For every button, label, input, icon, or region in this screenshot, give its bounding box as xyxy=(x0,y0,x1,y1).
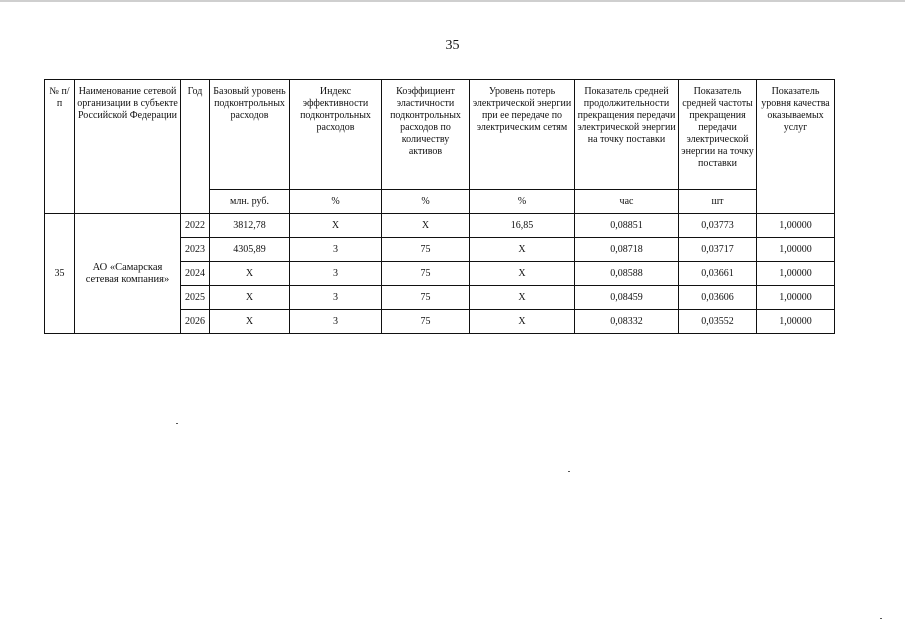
header-efficiency-index: Индекс эффективности подконтрольных расходов xyxy=(290,80,382,190)
unit-interruption-frequency: шт xyxy=(679,190,757,214)
elasticity-coefficient-cell: 75 xyxy=(382,286,470,310)
unit-base-level: млн. руб. xyxy=(210,190,290,214)
interruption-frequency-cell: 0,03661 xyxy=(679,262,757,286)
table-row xyxy=(45,214,835,238)
header-organization: Наименование сетевой организации в субъекте Российской Федерации xyxy=(75,80,181,214)
scan-speck xyxy=(880,618,882,619)
top-scan-edge xyxy=(0,0,905,2)
unit-interruption-duration: час xyxy=(575,190,679,214)
header-elasticity-coefficient: Коэффициент эластичности подконтрольных расходов по количеству активов xyxy=(382,80,470,190)
header-losses-level: Уровень потерь электрической энергии при ее передаче по электрическим сетям xyxy=(470,80,575,190)
base-level-cell: Х xyxy=(210,286,290,310)
service-quality-cell: 1,00000 xyxy=(757,310,835,334)
interruption-duration-cell: 0,08459 xyxy=(575,286,679,310)
header-service-quality: Показатель уровня качества оказываемых услуг xyxy=(757,80,835,214)
losses-level-cell: Х xyxy=(470,310,575,334)
interruption-frequency-cell: 0,03552 xyxy=(679,310,757,334)
row-number-cell: 35 xyxy=(45,214,75,334)
scan-speck xyxy=(568,471,570,472)
base-level-cell: Х xyxy=(210,262,290,286)
losses-level-cell: Х xyxy=(470,286,575,310)
interruption-frequency-cell: 0,03773 xyxy=(679,214,757,238)
unit-losses-level: % xyxy=(470,190,575,214)
losses-level-cell: 16,85 xyxy=(470,214,575,238)
header-row-number: № п/п xyxy=(45,80,75,214)
page-number: 35 xyxy=(445,38,460,53)
header-year: Год xyxy=(181,80,210,214)
organization-cell: АО «Самарская сетевая компания» xyxy=(75,214,181,334)
efficiency-index-cell: Х xyxy=(290,214,382,238)
interruption-duration-cell: 0,08851 xyxy=(575,214,679,238)
base-level-cell: 4305,89 xyxy=(210,238,290,262)
service-quality-cell: 1,00000 xyxy=(757,286,835,310)
interruption-duration-cell: 0,08332 xyxy=(575,310,679,334)
service-quality-cell: 1,00000 xyxy=(757,262,835,286)
losses-level-cell: Х xyxy=(470,262,575,286)
scan-speck xyxy=(176,423,178,424)
unit-elasticity-coefficient: % xyxy=(382,190,470,214)
interruption-frequency-cell: 0,03606 xyxy=(679,286,757,310)
year-cell: 2026 xyxy=(181,310,210,334)
tariff-table xyxy=(44,79,835,334)
year-cell: 2022 xyxy=(181,214,210,238)
efficiency-index-cell: 3 xyxy=(290,262,382,286)
header-row xyxy=(45,80,835,190)
year-cell: 2025 xyxy=(181,286,210,310)
unit-efficiency-index: % xyxy=(290,190,382,214)
elasticity-coefficient-cell: 75 xyxy=(382,262,470,286)
losses-level-cell: Х xyxy=(470,238,575,262)
efficiency-index-cell: 3 xyxy=(290,286,382,310)
header-interruption-duration: Показатель средней продолжительности прекращения передачи электрической энергии на точку поставки xyxy=(575,80,679,190)
base-level-cell: 3812,78 xyxy=(210,214,290,238)
elasticity-coefficient-cell: 75 xyxy=(382,310,470,334)
interruption-duration-cell: 0,08718 xyxy=(575,238,679,262)
elasticity-coefficient-cell: 75 xyxy=(382,238,470,262)
interruption-frequency-cell: 0,03717 xyxy=(679,238,757,262)
header-base-level: Базовый уровень подконтрольных расходов xyxy=(210,80,290,190)
interruption-duration-cell: 0,08588 xyxy=(575,262,679,286)
efficiency-index-cell: 3 xyxy=(290,238,382,262)
elasticity-coefficient-cell: Х xyxy=(382,214,470,238)
year-cell: 2023 xyxy=(181,238,210,262)
header-interruption-frequency: Показатель средней частоты прекращения передачи электрической энергии на точку поставки xyxy=(679,80,757,190)
base-level-cell: Х xyxy=(210,310,290,334)
service-quality-cell: 1,00000 xyxy=(757,238,835,262)
service-quality-cell: 1,00000 xyxy=(757,214,835,238)
efficiency-index-cell: 3 xyxy=(290,310,382,334)
year-cell: 2024 xyxy=(181,262,210,286)
